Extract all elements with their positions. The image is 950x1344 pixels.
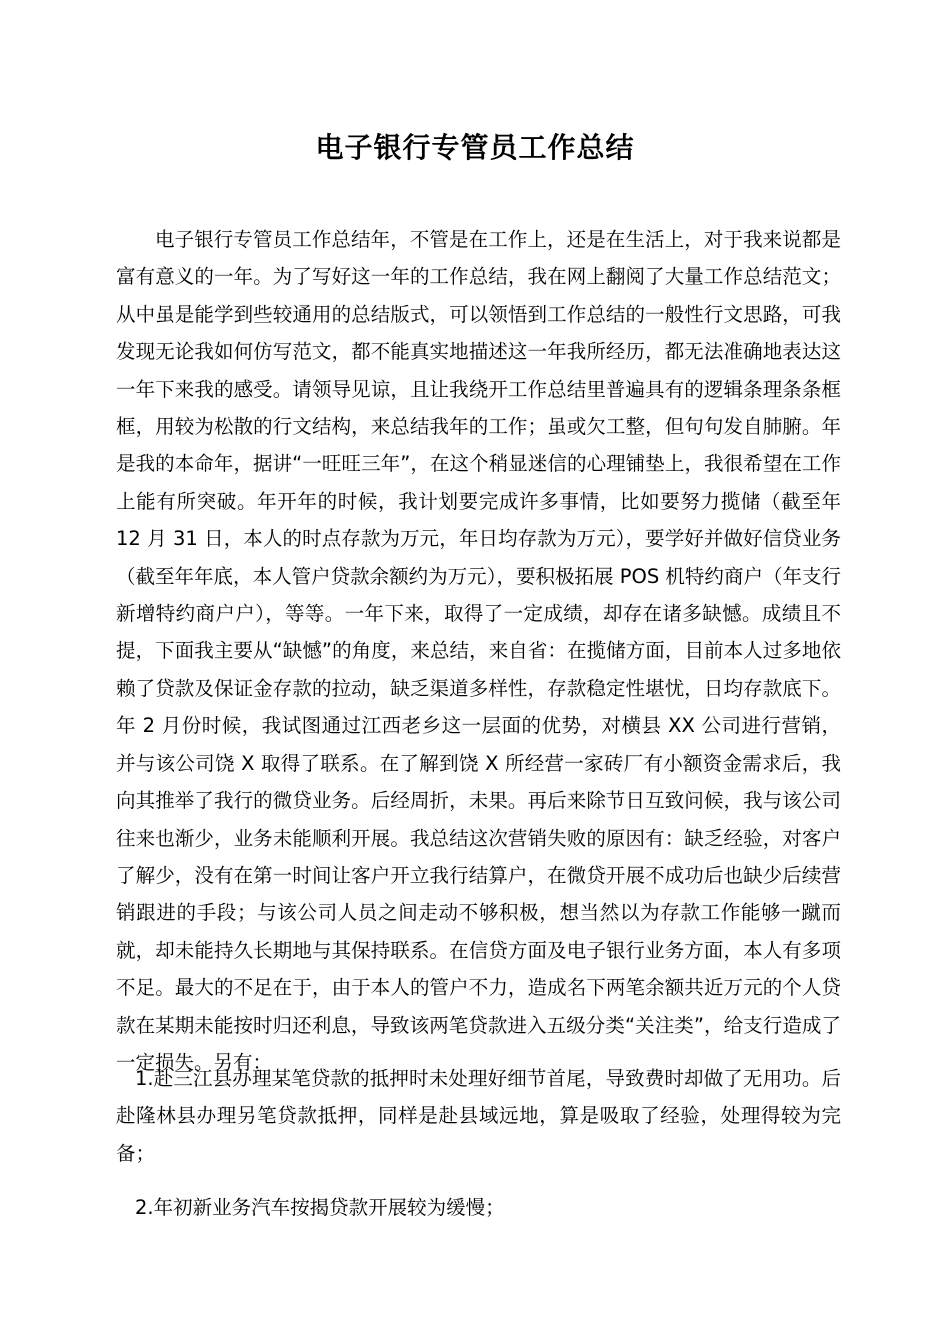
list-item: 1.赴三江县办理某笔贷款的抵押时未处理好细节首尾，导致费时却做了无用功。后赴隆林县办理另笔贷款抵押，同样是赴县域远地，算是吸取了经验，处理得较为完备； <box>116 1067 841 1165</box>
list-item: 2.年初新业务汽车按揭贷款开展较为缓慢； <box>135 1196 505 1219</box>
body-paragraph: 电子银行专管员工作总结年，不管是在工作上，还是在生活上，对于我来说都是富有意义的一年。为了写好这一年的工作总结，我在网上翻阅了大量工作总结范文；从中虽是能学到些较通用的总结版式，可以领悟到工作总结的一般性行文思路，可我发现无论我如何仿写范文，都不能真实地描述这一年我所经历，都无法准确地表达这一年下来我的感受。请领导见谅，且让我绕开工作总结里普遍具有的逻辑条理条条框框，用较为松散的行文结构，来总结我年的工作；虽或欠工整，但句句发自肺腑。年是我的本命年，据讲“一旺旺三年”，在这个稍显迷信的心理铺垫上，我很希望在工作上能有所突破。年开年的时候，我计划要完成许多事情，比如要努力揽储（截至年 12 月 31 日，本人的时点存款为万元，年日均存款为万元），要学好并做好信贷业务（截至年年底，本人管户贷款余额约为万元），要积极拓展 POS 机特约商户（年支行新增特约商户户），等等。一年下来，取得了一定成绩，却存在诸多缺憾。成绩且不提，下面我主要从“缺憾”的角度，来总结，来自省：在揽储方面，目前本人过多地依赖了贷款及保证金存款的拉动，缺乏渠道多样性，存款稳定性堪忧，日均存款底下。年 2 月份时候，我试图通过江西老乡这一层面的优势，对横县 XX 公司进行营销，并与该公司饶 X 取得了联系。在了解到饶 X 所经营一家砖厂有小额资金需求后，我向其推举了我行的微贷业务。后经周折，未果。再后来除节日互致问候，我与该公司往来也渐少，业务未能顺利开展。我总结这次营销失败的原因有：缺乏经验，对客户了解少，没有在第一时间让客户开立我行结算户，在微贷开展不成功后也缺少后续营销跟进的手段；与该公司人员之间走动不够积极，想当然以为存款工作能够一蹴而就，却未能持久长期地与其保持联系。在信贷方面及电子银行业务方面，本人有多项不足。最大的不足在于，由于本人的管户不力，造成名下两笔余额共近万元的个人贷款在某期未能按时归还利息，导致该两笔贷款进入五级分类“关注类”，给支行造成了一定损失。另有： <box>116 228 841 1074</box>
document-title: 电子银行专管员工作总结 <box>315 131 635 164</box>
